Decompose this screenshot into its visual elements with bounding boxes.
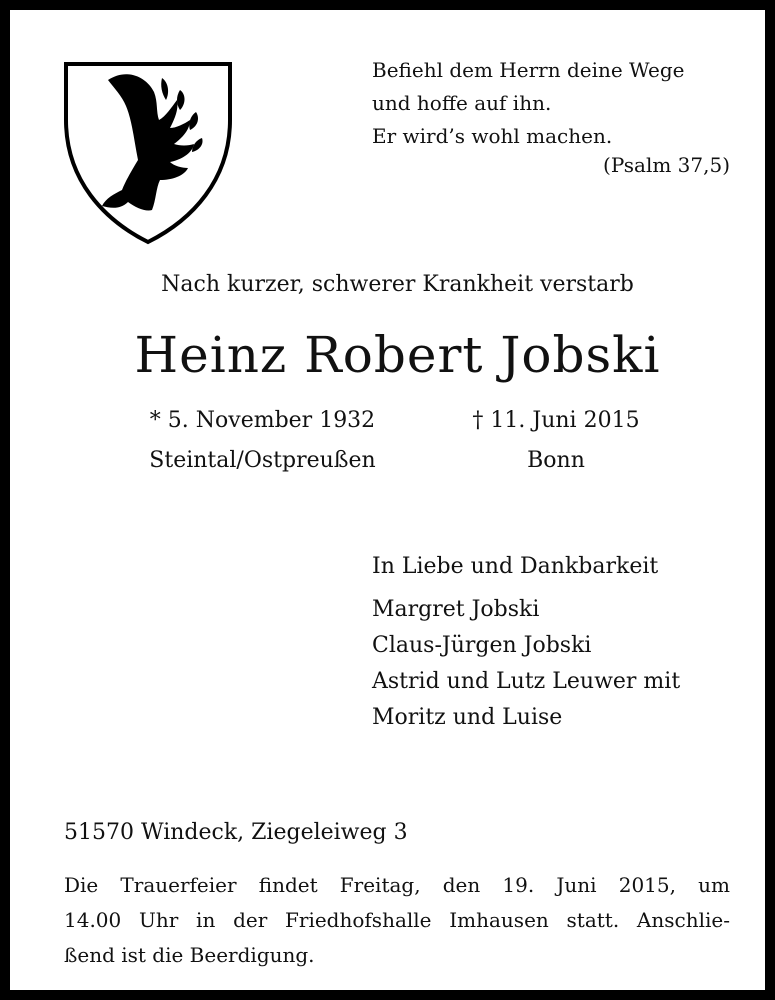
funeral-line: 14.00 Uhr in der Friedhofshalle Imhausen statt. Anschlie- — [64, 908, 730, 932]
deceased-name: Heinz Robert Jobski — [134, 326, 661, 384]
mourner-name: Astrid und Lutz Leuwer mit — [372, 669, 681, 694]
verse-line: Er wird’s wohl machen. — [372, 124, 613, 148]
mourner-name: Margret Jobski — [372, 597, 540, 622]
mourner-name: Moritz und Luise — [372, 705, 563, 730]
intro-text: Nach kurzer, schwerer Krankheit verstarb — [161, 272, 634, 297]
mourners-title: In Liebe und Dankbarkeit — [372, 554, 659, 579]
verse-reference: (Psalm 37,5) — [603, 153, 730, 177]
funeral-line: ßend ist die Beerdigung. — [64, 943, 315, 967]
death-info — [425, 401, 687, 481]
birth-place: Steintal/Ostpreußen — [149, 448, 376, 473]
verse-line: und hoffe auf ihn. — [372, 91, 552, 115]
birth-date: * 5. November 1932 — [149, 408, 376, 433]
funeral-line: Die Trauerfeier findet Freitag, den 19. Juni 2015, um — [64, 873, 730, 897]
shield-with-antler-icon — [62, 60, 234, 245]
funeral-details — [64, 868, 730, 973]
mourners-list — [372, 592, 680, 736]
family-address: 51570 Windeck, Ziegeleiweg 3 — [64, 820, 408, 845]
birth-info — [110, 401, 415, 481]
death-date: † 11. Juni 2015 — [472, 408, 640, 433]
verse-line: Befiehl dem Herrn deine Wege — [372, 58, 685, 82]
bible-verse — [372, 54, 684, 153]
death-place: Bonn — [527, 448, 585, 473]
mourner-name: Claus-Jürgen Jobski — [372, 633, 592, 658]
mourners-section — [372, 549, 680, 736]
